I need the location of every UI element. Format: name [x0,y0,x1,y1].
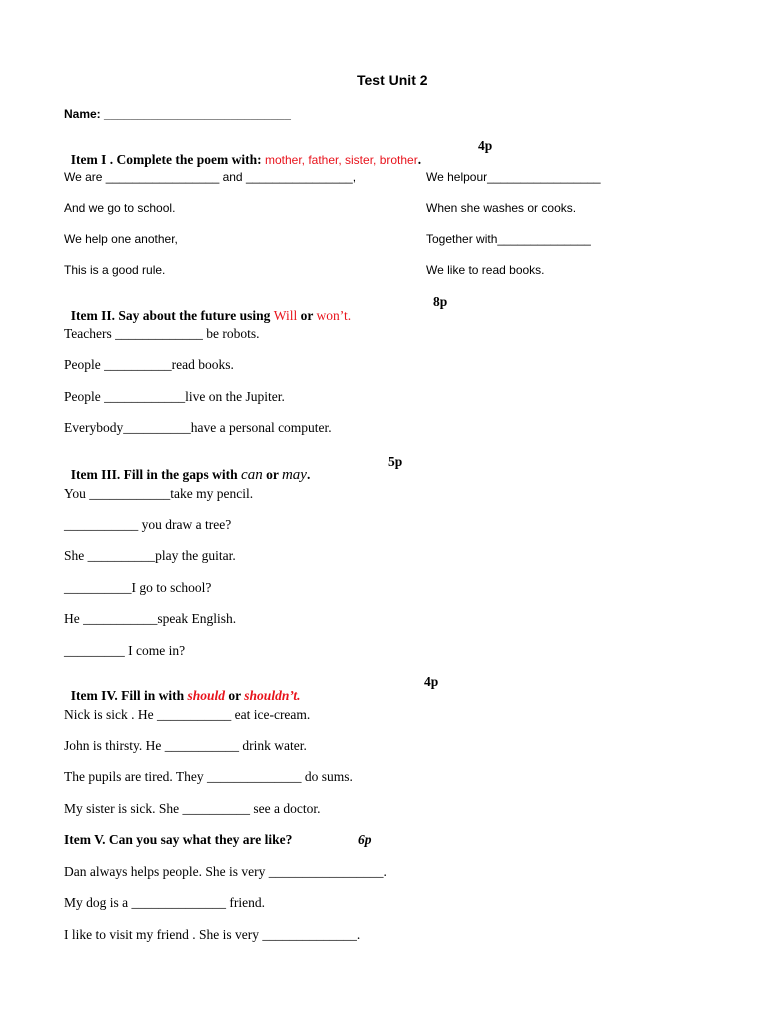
poem-right-line: Together with______________ [426,232,591,246]
exercise-line: I like to visit my friend . She is very ______________. [64,927,361,942]
exercise-line: My dog is a ______________ friend. [64,895,265,910]
item1-points: 4p [478,138,493,153]
item4-or: or [225,687,245,703]
item3-heading-text: Item III. Fill in the gaps with [70,466,242,482]
item5-heading: Item V. Can you say what they are like? [64,832,293,847]
exercise-line: John is thirsty. He ___________ drink water. [64,738,307,753]
poem-right-line: We helpour_________________ [426,170,601,184]
poem-right-line: We like to read books. [426,263,545,277]
item2-heading [64,295,351,322]
item2-wont: won’t. [316,307,352,323]
poem-left-line: And we go to school. [64,201,176,215]
exercise-line: Dan always helps people. She is very _________________. [64,864,387,879]
item3-dot: . [306,466,311,482]
item3-can: can [241,466,263,483]
poem-left-line: This is a good rule. [64,263,166,277]
exercise-line: _________ I come in? [64,643,186,658]
poem-right-line: When she washes or cooks. [426,201,577,215]
item1-heading [64,139,421,166]
item4-should: should [187,687,226,703]
exercise-line: Everybody__________have a personal computer. [64,420,332,435]
exercise-line: He ___________speak English. [64,611,237,626]
item5-points: 6p [358,832,372,847]
exercise-line: The pupils are tired. They ______________ do sums. [64,769,353,784]
name-line: Name: ____________________________ [64,107,291,121]
item1-heading-text: Item I . Complete the poem with: [70,151,265,167]
item2-or: or [297,307,317,323]
poem-left-line: We are _________________ and ________________, [64,170,357,184]
item3-or: or [262,466,282,482]
exercise-line: People __________read books. [64,357,234,372]
item3-heading [64,454,310,483]
item3-may: may [281,466,307,483]
exercise-line: People ____________live on the Jupiter. [64,389,285,404]
exercise-line: __________I go to school? [64,580,212,595]
exercise-line: You ____________take my pencil. [64,486,254,501]
item3-points: 5p [388,454,403,469]
page-title: Test Unit 2 [357,72,428,88]
exercise-line: Teachers _____________ be robots. [64,326,260,341]
item4-heading [64,675,300,702]
item4-heading-text: Item IV. Fill in with [70,687,188,703]
item2-will: Will [273,307,298,323]
item1-heading-end: . [417,151,422,167]
item2-heading-text: Item II. Say about the future using [70,307,274,323]
item2-points: 8p [433,294,448,309]
item1-word-list: mother, father, sister, brother [264,152,418,167]
exercise-line: My sister is sick. She __________ see a doctor. [64,801,321,816]
exercise-line: She __________play the guitar. [64,548,236,563]
item4-shouldnt: shouldn’t. [244,687,301,703]
poem-left-line: We help one another, [64,232,178,246]
exercise-line: ___________ you draw a tree? [64,517,232,532]
exercise-line: Nick is sick . He ___________ eat ice-cream. [64,707,311,722]
item4-points: 4p [424,674,439,689]
